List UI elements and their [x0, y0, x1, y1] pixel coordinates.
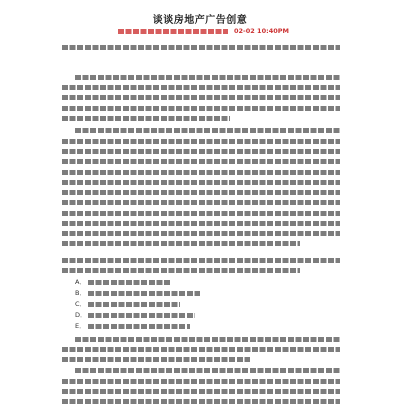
- text-line: [62, 211, 340, 216]
- list-item-text: [88, 291, 200, 296]
- text-line: [75, 368, 340, 373]
- text-line: [62, 200, 340, 205]
- text-line: [62, 357, 250, 362]
- text-line: [62, 106, 340, 111]
- text-line: [62, 180, 340, 185]
- list-item-label: A．: [75, 278, 86, 286]
- meta-source: [118, 29, 228, 34]
- list-item-label: D．: [75, 311, 87, 319]
- text-line: [75, 75, 340, 80]
- text-line: [62, 170, 340, 175]
- text-line: [62, 95, 340, 100]
- article-meta: [118, 27, 289, 35]
- list-item-text: [88, 324, 190, 329]
- text-line: [62, 45, 340, 50]
- list-item-label: C．: [75, 300, 87, 308]
- text-line: [62, 241, 300, 246]
- text-line: [62, 268, 300, 273]
- text-line: [62, 116, 230, 121]
- text-line: [62, 258, 340, 263]
- text-line: [62, 389, 340, 394]
- text-line: [62, 379, 340, 384]
- text-line: [75, 128, 340, 133]
- text-line: [62, 159, 340, 164]
- text-line: [62, 190, 340, 195]
- text-line: [62, 347, 340, 352]
- list-item-label: E．: [75, 322, 86, 330]
- text-line: [62, 231, 340, 236]
- list-item-text: [88, 302, 180, 307]
- text-line: [62, 139, 340, 144]
- meta-time: 02-02 10:40PM: [234, 27, 289, 35]
- list-item-label: B．: [75, 289, 86, 297]
- text-line: [62, 221, 340, 226]
- list-item-text: [88, 280, 170, 285]
- article-title: 谈谈房地产广告创意: [152, 15, 248, 26]
- text-line: [75, 337, 340, 342]
- list-item-text: [88, 313, 195, 318]
- text-line: [62, 149, 340, 154]
- text-line: [62, 399, 340, 404]
- text-line: [62, 85, 340, 90]
